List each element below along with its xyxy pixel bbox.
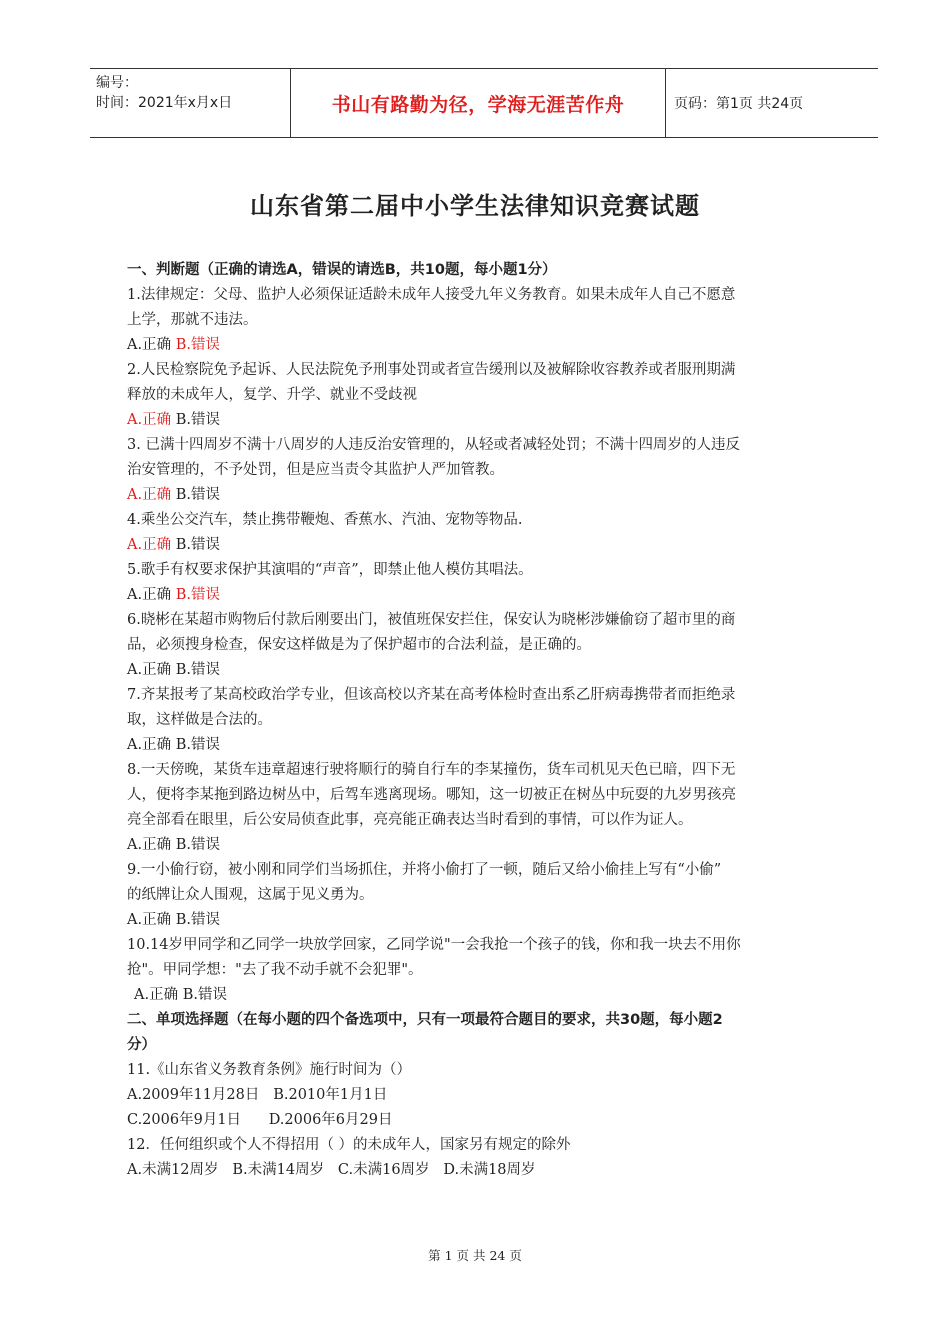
time-label: 时间：2021年x月x日 xyxy=(96,95,233,111)
q7-line2: 取，这样做是合法的。 xyxy=(127,712,272,728)
q12-options: A.未满12周岁 B.未满14周岁 C.未满16周岁 D.未满18周岁 xyxy=(127,1162,536,1178)
q11-options-ab: A.2009年11月28日 B.2010年1月1日 xyxy=(127,1087,388,1103)
section2-heading-line1: 二、单项选择题（在每小题的四个备选项中，只有一项最符合题目的要求，共30题，每小题2 xyxy=(127,1012,723,1028)
exam-body xyxy=(127,258,843,1183)
q1-option-a: A.正确 xyxy=(127,337,172,353)
q10-line1: 10.14岁甲同学和乙同学一块放学回家，乙同学说"一会我抢一个孩子的钱，你和我一块去不用你 xyxy=(127,937,741,953)
q7-options: A.正确 B.错误 xyxy=(127,737,220,753)
page-title: 山东省第二届中小学生法律知识竞赛试题 xyxy=(250,191,700,220)
q5-option-b: B.错误 xyxy=(175,587,220,603)
q2-line2: 释放的未成年人，复学、升学、就业不受歧视 xyxy=(127,387,417,403)
section1-heading: 一、判断题（正确的请选A，错误的请选B，共10题，每小题1分） xyxy=(127,262,557,278)
q3-option-b: B.错误 xyxy=(175,487,220,503)
q5-option-a: A.正确 xyxy=(127,587,172,603)
q4-option-a: A.正确 xyxy=(127,537,172,553)
q7-line1: 7.齐某报考了某高校政治学专业，但该高校以齐某在高考体检时查出系乙肝病毒携带者而拒绝录 xyxy=(127,687,736,703)
q2-options xyxy=(127,408,843,433)
q6-options: A.正确 B.错误 xyxy=(127,662,220,678)
q6-line2: 品，必须搜身检查，保安这样做是为了保护超市的合法利益，是正确的。 xyxy=(127,637,591,653)
q1-option-b: B.错误 xyxy=(175,337,220,353)
q2-option-b: B.错误 xyxy=(175,412,220,428)
q11-options-cd: C.2006年9月1日 D.2006年6月29日 xyxy=(127,1112,393,1128)
header-motto: 书山有路勤为径，学海无涯苦作舟 xyxy=(290,69,666,137)
q10-options: A.正确 B.错误 xyxy=(134,987,227,1003)
page-header xyxy=(90,68,878,138)
page-footer: 第 1 页 共 24 页 xyxy=(428,1248,522,1263)
q3-option-a: A.正确 xyxy=(127,487,172,503)
q9-options: A.正确 B.错误 xyxy=(127,912,220,928)
q1-line2: 上学，那就不违法。 xyxy=(127,312,258,328)
q9-line2: 的纸牌让众人围观，这属于见义勇为。 xyxy=(127,887,374,903)
q2-option-a: A.正确 xyxy=(127,412,172,428)
q8-line2: 人，便将李某拖到路边树丛中，后驾车逃离现场。哪知，这一切被正在树丛中玩耍的九岁男孩亮 xyxy=(127,787,736,803)
q8-line1: 8.一天傍晚，某货车违章超速行驶将顺行的骑自行车的李某撞伤，货车司机见天色已暗，四下无 xyxy=(127,762,736,778)
q9-line1: 9.一小偷行窃，被小刚和同学们当场抓住，并将小偷打了一顿，随后又给小偷挂上写有“小偷” xyxy=(127,862,722,878)
q11-stem: 11.《山东省义务教育条例》施行时间为（） xyxy=(127,1062,412,1078)
q3-options xyxy=(127,483,843,508)
q5-line1: 5.歌手有权要求保护其演唱的“声音”，即禁止他人模仿其唱法。 xyxy=(127,562,533,578)
q5-options xyxy=(127,583,843,608)
header-page-info: 页码：第1页 共24页 xyxy=(674,96,804,112)
header-meta xyxy=(90,69,290,137)
q8-line3: 亮全部看在眼里，后公安局侦查此事，亮亮能正确表达当时看到的事情，可以作为证人。 xyxy=(127,812,693,828)
q6-line1: 6.晓彬在某超市购物后付款后刚要出门，被值班保安拦住，保安认为晓彬涉嫌偷窃了超市里的商 xyxy=(127,612,736,628)
q8-options: A.正确 B.错误 xyxy=(127,837,220,853)
number-label: 编号： xyxy=(96,75,138,91)
q1-line1: 1.法律规定：父母、监护人必须保证适龄未成年人接受九年义务教育。如果未成年人自己不愿意 xyxy=(127,287,736,303)
q4-options xyxy=(127,533,843,558)
q1-options xyxy=(127,333,843,358)
q3-line1: 3. 已满十四周岁不满十八周岁的人违反治安管理的，从轻或者减轻处罚；不满十四周岁的人违反 xyxy=(127,437,740,453)
q12-stem: 12．任何组织或个人不得招用（ ）的未成年人，国家另有规定的除外 xyxy=(127,1137,571,1153)
q3-line2: 治安管理的，不予处罚，但是应当责令其监护人严加管教。 xyxy=(127,462,504,478)
q4-option-b: B.错误 xyxy=(175,537,220,553)
q10-line2: 抢"。甲同学想："去了我不动手就不会犯罪"。 xyxy=(127,962,423,978)
q4-line1: 4.乘坐公交汽车，禁止携带鞭炮、香蕉水、汽油、宠物等物品. xyxy=(127,512,523,528)
section2-heading-line2: 分） xyxy=(127,1037,156,1053)
q2-line1: 2.人民检察院免予起诉、人民法院免予刑事处罚或者宣告缓刑以及被解除收容教养或者服刑期满 xyxy=(127,362,736,378)
